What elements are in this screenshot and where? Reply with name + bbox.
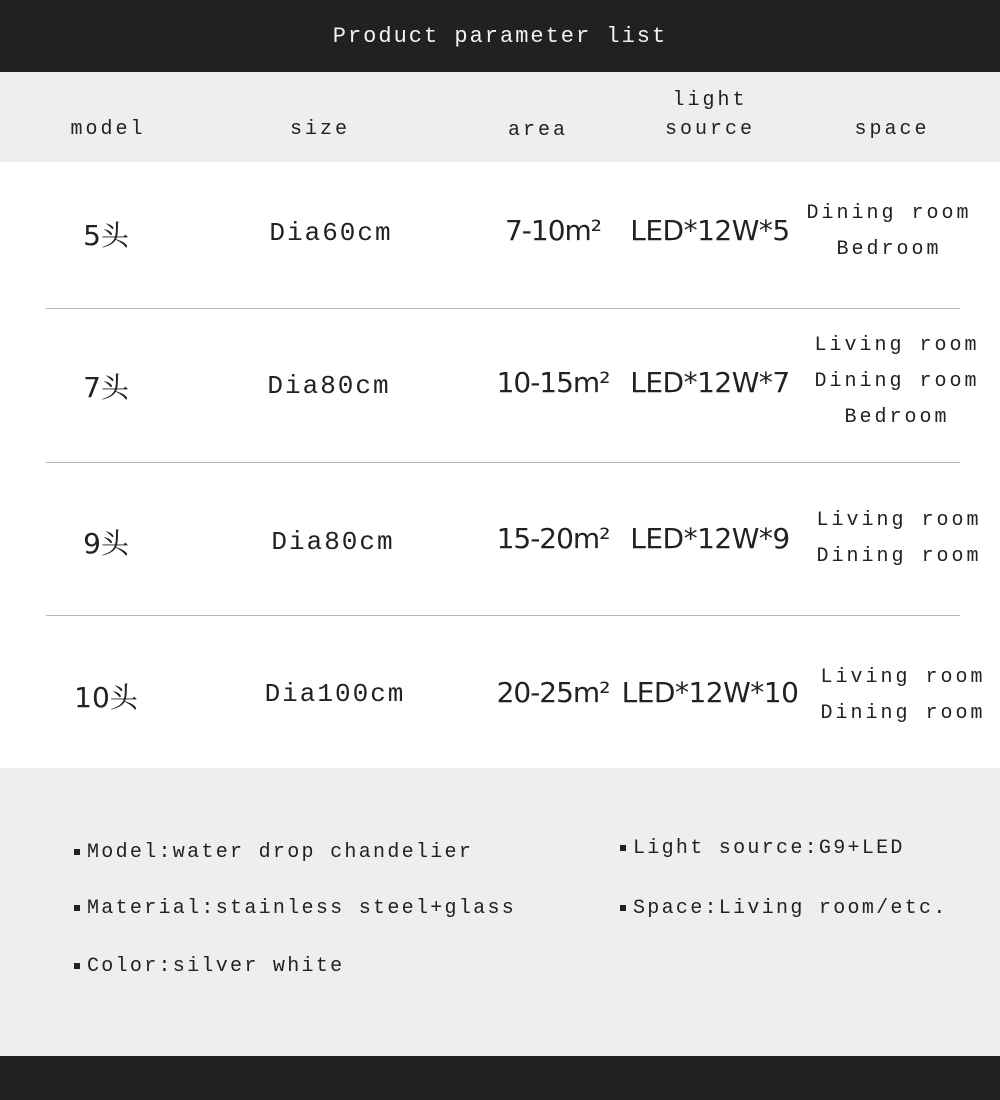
space-line: Bedroom — [844, 406, 950, 429]
space-line: Dining room — [814, 370, 980, 393]
space-line: Living room — [814, 334, 980, 357]
table-row — [0, 616, 1000, 768]
cell-light-source: LED*12W*5 — [630, 214, 790, 247]
table-row — [0, 309, 1000, 462]
footer-bar — [0, 1056, 1000, 1100]
spec-light-source-text: Light source:G9+LED — [633, 837, 905, 860]
column-header-model: model — [70, 118, 146, 141]
table-row — [0, 463, 1000, 615]
header-bar — [0, 0, 1000, 72]
space-line: Living room — [820, 666, 986, 689]
cell-area: 7-10m² — [504, 214, 602, 247]
cell-light-source: LED*12W*7 — [630, 366, 790, 399]
cell-light-source: LED*12W*9 — [630, 522, 790, 555]
cell-size: Dia60cm — [269, 218, 393, 248]
cell-size: Dia100cm — [264, 679, 406, 709]
bullet-icon — [74, 905, 80, 911]
spec-space — [620, 897, 948, 920]
spec-panel — [0, 768, 1000, 1056]
cell-area: 10-15m² — [496, 366, 610, 399]
cell-model: 5头 — [83, 219, 129, 252]
cell-model: 10头 — [74, 681, 138, 714]
spec-color — [74, 955, 344, 978]
space-line: Dining room — [806, 202, 972, 225]
cell-model: 9头 — [83, 527, 129, 560]
column-header-light-line1: light — [672, 89, 748, 112]
spec-material-text: Material:stainless steel+glass — [87, 897, 517, 920]
column-header-light-line2: source — [664, 118, 755, 141]
spec-model-text: Model:water drop chandelier — [87, 841, 474, 864]
space-line: Dining room — [816, 545, 982, 568]
table-row — [0, 162, 1000, 308]
space-line: Bedroom — [836, 238, 942, 261]
cell-model: 7头 — [83, 371, 129, 404]
cell-space — [804, 328, 990, 436]
spec-color-text: Color:silver white — [87, 955, 345, 978]
cell-space — [796, 196, 982, 268]
bullet-icon — [74, 963, 80, 969]
spec-light-source — [620, 837, 905, 860]
column-header-area: area — [507, 119, 568, 142]
spec-space-text: Space:Living room/etc. — [633, 897, 948, 920]
space-line: Dining room — [820, 702, 986, 725]
bullet-icon — [620, 905, 626, 911]
cell-space — [810, 660, 996, 732]
space-line: Living room — [816, 509, 982, 532]
cell-space — [806, 503, 992, 575]
bullet-icon — [74, 849, 80, 855]
table-header — [0, 72, 1000, 162]
cell-area: 15-20m² — [496, 522, 610, 555]
bullet-icon — [620, 845, 626, 851]
spec-material — [74, 897, 516, 920]
cell-light-source: LED*12W*10 — [621, 676, 799, 709]
cell-area: 20-25m² — [496, 676, 610, 709]
page-title: Product parameter list — [332, 23, 668, 49]
column-header-space: space — [854, 118, 930, 141]
column-header-size: size — [289, 118, 350, 141]
column-header-light-source — [640, 86, 780, 144]
cell-size: Dia80cm — [271, 527, 395, 557]
cell-size: Dia80cm — [267, 371, 391, 401]
spec-model — [74, 841, 473, 864]
